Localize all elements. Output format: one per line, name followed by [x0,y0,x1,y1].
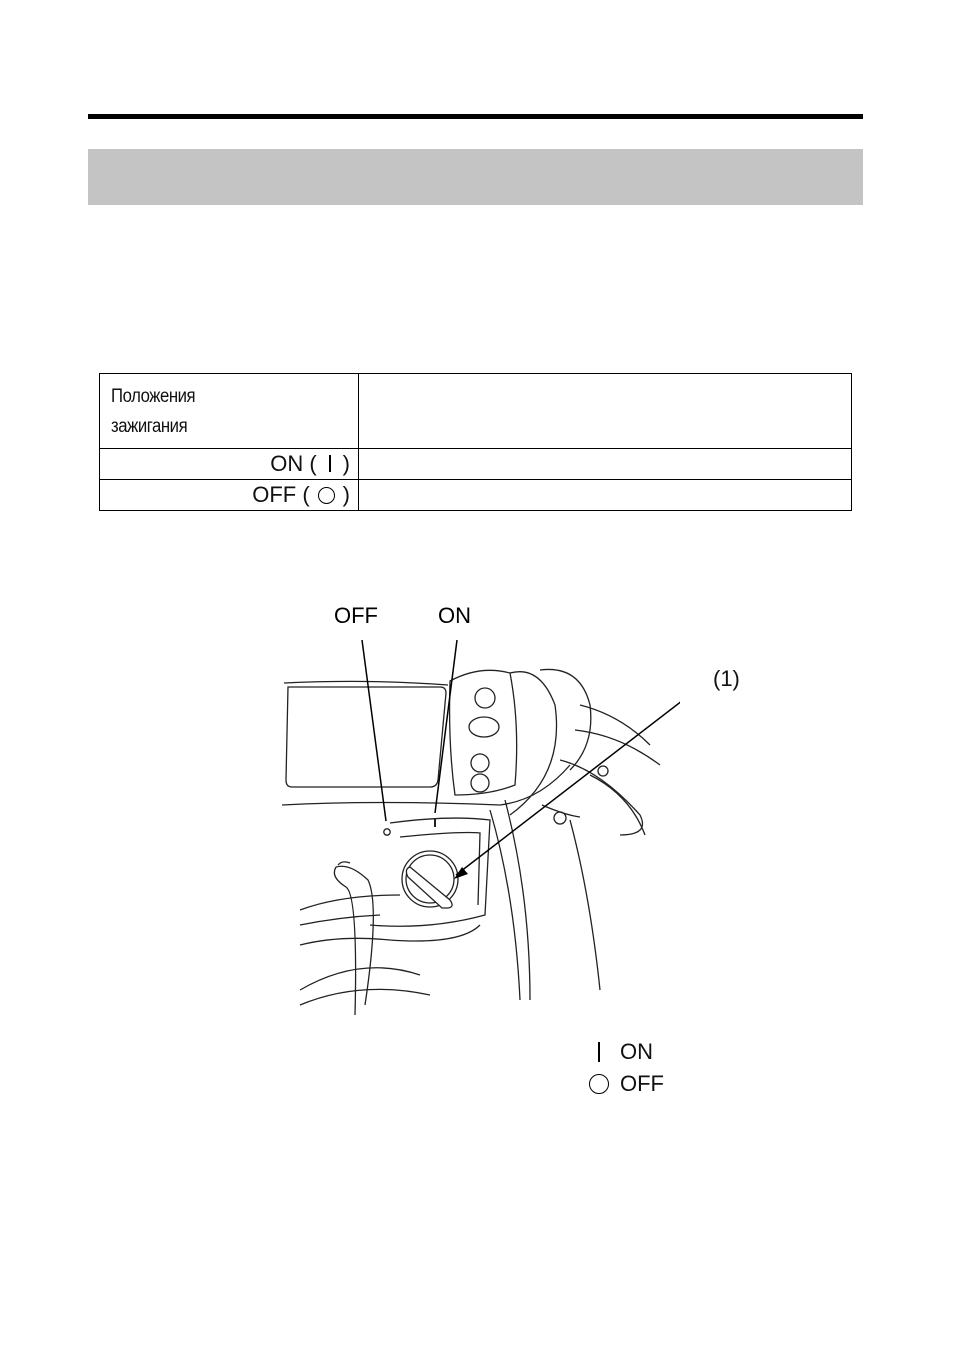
legend-row-off [586,1068,664,1100]
position-off-cell: OFF ( ) [100,480,359,511]
circle-icon [318,487,335,504]
circle-icon [589,1074,609,1094]
off-label: OFF [334,603,378,628]
table-row [100,480,852,511]
table-header-empty [359,374,852,449]
bar-icon [329,455,331,472]
on-label: ON [438,603,471,628]
top-rule [88,114,863,119]
table-row [100,449,852,480]
callout-number: (1) [713,666,740,691]
position-off-description [359,480,852,511]
callout-leader-line [456,687,680,875]
position-on-label: ON [270,451,304,476]
position-on-description [359,449,852,480]
legend-row-on [586,1036,664,1068]
section-header-band [88,149,863,205]
off-leader-line [362,640,386,821]
ignition-positions-table [99,373,852,511]
symbol-legend [586,1036,664,1100]
table-header-label: Положения зажигания [100,374,359,449]
meter-display [286,687,446,787]
bar-icon [598,1042,600,1062]
legend-on-text: ON [620,1039,653,1064]
off-mark-icon [384,829,390,835]
table-header-row [100,374,852,449]
ignition-switch-illustration [280,595,680,1020]
position-off-label: OFF [252,482,297,507]
position-on-cell: ON ( ) [100,449,359,480]
legend-off-text: OFF [620,1071,664,1096]
